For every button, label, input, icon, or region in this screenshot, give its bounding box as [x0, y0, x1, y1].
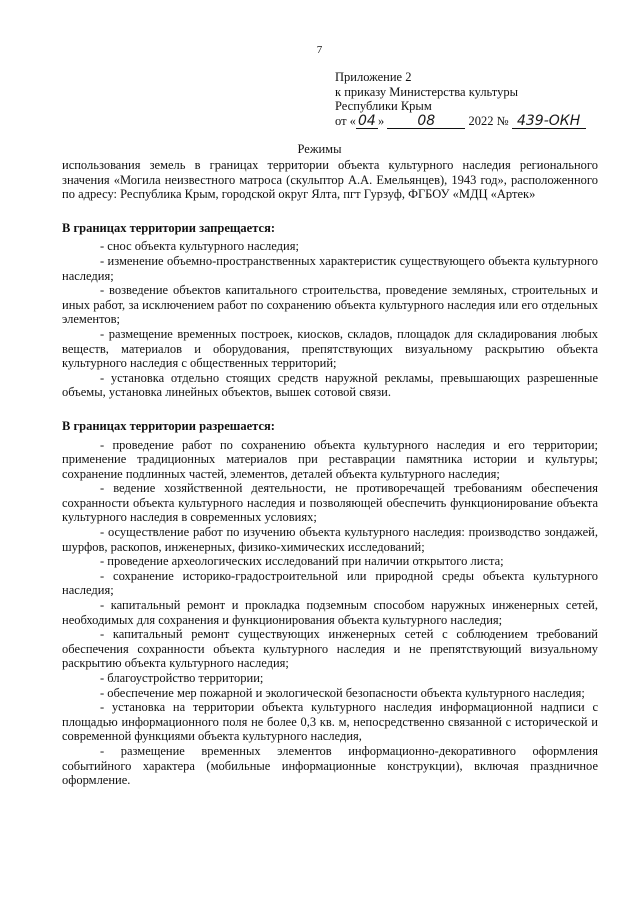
permitted-item: - капитальный ремонт существующих инженерных сетей с соблюдением требований обеспечения сохранности объекта культурного наследия и не препятствующий визуальному раскрытию объекта культурного наследия; [62, 627, 598, 671]
permitted-item: - установка на территории объекта культурного наследия информационной надписи с площадью информационного поля не более 0,3 кв. м, непосредственно связанной с исторической и современной функциями объекта культурного наследия, [62, 700, 598, 744]
appendix-block [335, 70, 605, 129]
permitted-item: - сохранение историко-градостроительной или природной среды объекта культурного наследия; [62, 568, 598, 598]
appendix-line-2: к приказу Министерства культуры [335, 84, 518, 99]
permitted-item: - ведение хозяйственной деятельности, не противоречащей требованиям обеспечения сохранности объекта культурного наследия и позволяющей обеспечить функционирование объекта культурного наследия в современных условиях; [62, 481, 598, 525]
permitted-item: - размещение временных элементов информационно-декоративного оформления событийного характера (мобильные информационные конструкции), включая праздничное оформление. [62, 743, 598, 788]
prohibited-heading: В границах территории запрещается: [62, 220, 276, 235]
prohibited-item: - размещение временных построек, киосков, складов, площадок для складирования любых веществ, материалов и оборудования, препятствующих визуальному раскрытию объекта культурного наследия с общественных территорий; [62, 326, 598, 371]
date-day: 04 [356, 115, 378, 129]
prohibited-item: - изменение объемно-пространственных характеристик существующего объекта культурного наследия; [62, 253, 598, 283]
permitted-item: - проведение археологических исследований при наличии открытого листа; [100, 554, 504, 569]
date-year: 2022 № [468, 113, 509, 128]
date-mid: » [377, 113, 388, 128]
order-number: 439-ОКН [512, 115, 586, 129]
prohibited-item: - установка отдельно стоящих средств наружной рекламы, превышающих разрешенные объемы, установка линейных объектов, вышек сотовой связи. [62, 370, 598, 400]
document-title: Режимы [297, 142, 342, 156]
appendix-line-1: Приложение 2 [335, 70, 412, 84]
document-body [62, 158, 598, 788]
permitted-item: - осуществление работ по изучению объекта культурного наследия: производство зондажей, шурфов, раскопов, инженерных, физико-химических исследований; [62, 525, 598, 554]
permitted-item: - благоустройство территории; [100, 671, 264, 685]
permitted-item: - обеспечение мер пожарной и экологической безопасности объекта культурного наследия; [100, 685, 585, 700]
permitted-item: - проведение работ по сохранению объекта культурного наследия и его территории; применение традиционных материалов при реставрации памятника истории и культуры; сохранение подлинных частей, элементов, деталей объекта культурного наследия; [62, 437, 598, 481]
page-number: 7 [316, 44, 323, 56]
permitted-item: - капитальный ремонт и прокладка подземным способом наружных инженерных сетей, необходимых для сохранения и функционирования объекта культурного наследия; [62, 598, 598, 627]
date-prefix: от « [335, 113, 356, 128]
appendix-date-line [335, 114, 605, 129]
prohibited-item: - снос объекта культурного наследия; [100, 239, 299, 254]
prohibited-item: - возведение объектов капитального строительства, проведение земляных, строительных и иных работ, за исключением работ по сохранению объекта культурного наследия или его отдельных элементов; [62, 283, 598, 327]
date-month: 08 [387, 115, 465, 129]
permitted-heading: В границах территории разрешается: [62, 418, 275, 433]
intro-paragraph: использования земель в границах территории объекта культурного наследия регионального значения «Могила неизвестного матроса (скульптор А.А. Емельянцев), 1943 год», расположенного по адресу: Республика Крым, городской округ Ялта, пгт Гурзуф, ФГБОУ «МДЦ «Артек» [62, 158, 598, 202]
appendix-line-3: Республики Крым [335, 99, 432, 114]
